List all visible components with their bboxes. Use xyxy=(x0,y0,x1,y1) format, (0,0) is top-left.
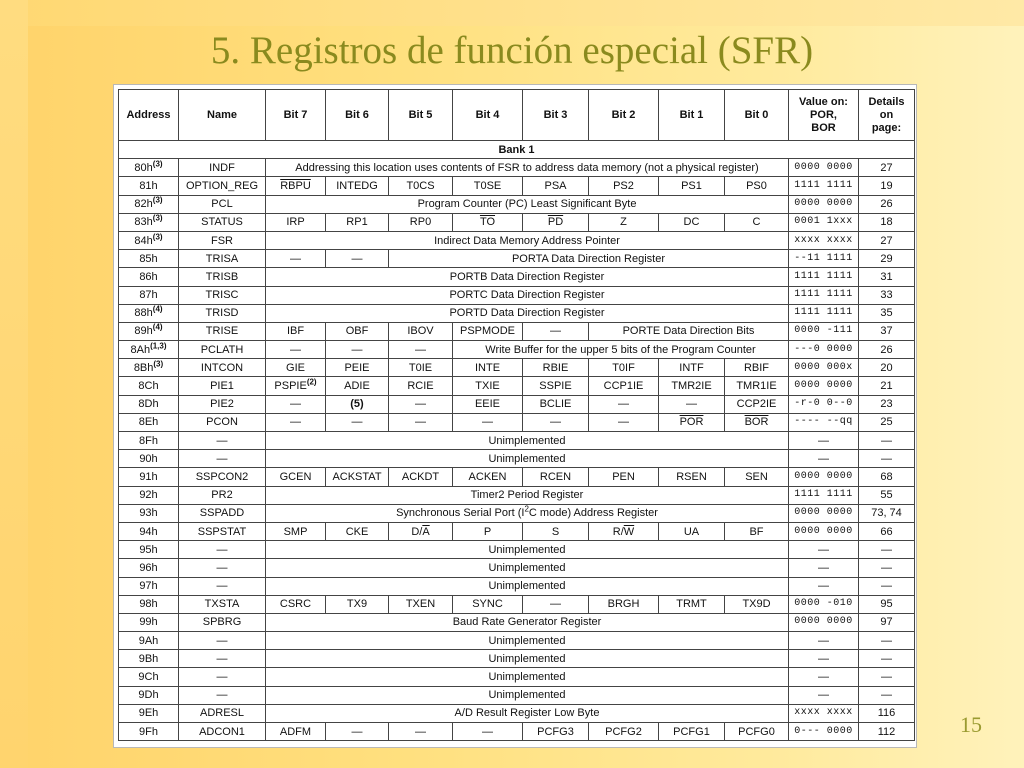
details-page: 20 xyxy=(859,359,915,377)
register-description: A/D Result Register Low Byte xyxy=(266,704,789,722)
register-description: PORTA Data Direction Register xyxy=(389,250,789,268)
bit-cell: — xyxy=(266,413,326,431)
register-address: 95h xyxy=(119,541,179,559)
header-bit2: Bit 2 xyxy=(589,90,659,141)
bit-cell: TXEN xyxy=(389,595,453,613)
header-bit0: Bit 0 xyxy=(725,90,789,141)
table-row xyxy=(119,213,915,231)
por-bor-value: 1111 1111 xyxy=(789,177,859,195)
bit-cell: T0IE xyxy=(389,359,453,377)
register-name: SSPSTAT xyxy=(179,522,266,540)
table-row xyxy=(119,177,915,195)
por-bor-value: 0000 0000 xyxy=(789,613,859,631)
bit-cell: INTF xyxy=(659,359,725,377)
details-page: 31 xyxy=(859,268,915,286)
por-bor-value: 0--- 0000 xyxy=(789,723,859,741)
register-address: 93h xyxy=(119,504,179,522)
bit-cell: CKE xyxy=(326,522,389,540)
register-name: STATUS xyxy=(179,213,266,231)
bit-cell: RCIE xyxy=(389,377,453,395)
table-row xyxy=(119,632,915,650)
por-bor-value: 0000 -111 xyxy=(789,322,859,340)
register-name: SSPCON2 xyxy=(179,468,266,486)
por-bor-value: — xyxy=(789,450,859,468)
por-bor-value: — xyxy=(789,686,859,704)
bit-cell: IRP xyxy=(266,213,326,231)
por-bor-value: — xyxy=(789,432,859,450)
header-address: Address xyxy=(119,90,179,141)
table-row xyxy=(119,559,915,577)
bit-cell: CCP1IE xyxy=(589,377,659,395)
register-address: 9Dh xyxy=(119,686,179,704)
header-name: Name xyxy=(179,90,266,141)
bit-cell: RBIE xyxy=(523,359,589,377)
details-page: 37 xyxy=(859,322,915,340)
register-name: — xyxy=(179,650,266,668)
register-description: Timer2 Period Register xyxy=(266,486,789,504)
table-row xyxy=(119,268,915,286)
register-address: $82h^{(3)}$ xyxy=(119,195,179,213)
register-address: 98h xyxy=(119,595,179,613)
bit-cell: — xyxy=(266,250,326,268)
por-bor-value: -r-0 0--0 xyxy=(789,395,859,413)
bit-cell: SYNC xyxy=(453,595,523,613)
por-bor-value: --11 1111 xyxy=(789,250,859,268)
slide-frame-left xyxy=(0,0,28,768)
bit-cell: RSEN xyxy=(659,468,725,486)
register-description: Addressing this location uses contents of FSR to address data memory (not a physical register) xyxy=(266,159,789,177)
register-address: 99h xyxy=(119,613,179,631)
bit-cell: C xyxy=(725,213,789,231)
details-page: 112 xyxy=(859,723,915,741)
header-bit4: Bit 4 xyxy=(453,90,523,141)
register-address: $80h^{(3)}$ xyxy=(119,159,179,177)
bit-cell: ACKSTAT xyxy=(326,468,389,486)
por-bor-value: — xyxy=(789,668,859,686)
register-address: 92h xyxy=(119,486,179,504)
por-bor-value: ---- --qq xyxy=(789,413,859,431)
register-name: TRISE xyxy=(179,322,266,340)
register-name: ADRESL xyxy=(179,704,266,722)
bit-cell: — xyxy=(266,341,326,359)
por-bor-value: — xyxy=(789,577,859,595)
register-description: Unimplemented xyxy=(266,668,789,686)
register-description: Unimplemented xyxy=(266,432,789,450)
bit-cell: T0CS xyxy=(389,177,453,195)
register-address: 9Eh xyxy=(119,704,179,722)
bit-cell: TRMT xyxy=(659,595,725,613)
bit-cell: — xyxy=(453,413,523,431)
por-bor-value: 0000 0000 xyxy=(789,159,859,177)
por-bor-value: 1111 1111 xyxy=(789,286,859,304)
por-bor-value: — xyxy=(789,650,859,668)
header-bit1: Bit 1 xyxy=(659,90,725,141)
details-page: 95 xyxy=(859,595,915,613)
por-bor-value: 1111 1111 xyxy=(789,268,859,286)
table-row xyxy=(119,541,915,559)
details-page: 27 xyxy=(859,159,915,177)
register-name: PR2 xyxy=(179,486,266,504)
bit-cell: ADIE xyxy=(326,377,389,395)
sfr-register-table xyxy=(118,89,915,741)
bit-cell: RP1 xyxy=(326,213,389,231)
register-address: 94h xyxy=(119,522,179,540)
details-page: — xyxy=(859,432,915,450)
bit-cell: UA xyxy=(659,522,725,540)
bit-cell: — xyxy=(523,413,589,431)
por-bor-value: 0000 -010 xyxy=(789,595,859,613)
bit-cell: ADFM xyxy=(266,723,326,741)
bit-cell: RP0 xyxy=(389,213,453,231)
register-address: 8Ch xyxy=(119,377,179,395)
register-description: Unimplemented xyxy=(266,632,789,650)
details-page: 68 xyxy=(859,468,915,486)
register-name: ADCON1 xyxy=(179,723,266,741)
bit-cell: PCFG2 xyxy=(589,723,659,741)
sfr-table-panel xyxy=(113,84,917,748)
header-bit5: Bit 5 xyxy=(389,90,453,141)
table-row xyxy=(119,723,915,741)
register-address: $84h^{(3)}$ xyxy=(119,231,179,249)
bit-cell: RBPU xyxy=(266,177,326,195)
table-row xyxy=(119,359,915,377)
register-description: Indirect Data Memory Address Pointer xyxy=(266,231,789,249)
por-bor-value: — xyxy=(789,559,859,577)
bit-cell: DC xyxy=(659,213,725,231)
details-page: 19 xyxy=(859,177,915,195)
bit-cell: TMR1IE xyxy=(725,377,789,395)
bit-cell: — xyxy=(659,395,725,413)
bit-cell: S xyxy=(523,522,589,540)
table-row xyxy=(119,650,915,668)
por-bor-value: xxxx xxxx xyxy=(789,704,859,722)
table-row xyxy=(119,613,915,631)
bit-cell: SEN xyxy=(725,468,789,486)
register-address: $83h^{(3)}$ xyxy=(119,213,179,231)
bit-cell: $\overline{TO}$ xyxy=(453,213,523,231)
table-row xyxy=(119,686,915,704)
header-bit3: Bit 3 xyxy=(523,90,589,141)
register-address: 81h xyxy=(119,177,179,195)
table-row xyxy=(119,413,915,431)
register-description: PORTC Data Direction Register xyxy=(266,286,789,304)
bit-cell: — xyxy=(326,250,389,268)
table-row xyxy=(119,577,915,595)
bit-cell: PCFG0 xyxy=(725,723,789,741)
bit-cell: T0SE xyxy=(453,177,523,195)
header-value-por-bor: Value on: POR, BOR xyxy=(789,90,859,141)
table-row xyxy=(119,504,915,522)
register-address: 8Ah$^{(1,3)}$ xyxy=(119,341,179,359)
por-bor-value: 0001 1xxx xyxy=(789,213,859,231)
bit-cell: — xyxy=(389,413,453,431)
register-name: TXSTA xyxy=(179,595,266,613)
bit-cell: EEIE xyxy=(453,395,523,413)
bit-cell: CCP2IE xyxy=(725,395,789,413)
bit-cell: RBIF xyxy=(725,359,789,377)
por-bor-value: xxxx xxxx xyxy=(789,231,859,249)
bit-cell: INTE xyxy=(453,359,523,377)
table-row xyxy=(119,304,915,322)
register-name: — xyxy=(179,541,266,559)
table-row xyxy=(119,486,915,504)
por-bor-value: 0000 0000 xyxy=(789,504,859,522)
register-address: $89h^{(4)}$ xyxy=(119,322,179,340)
register-description: Unimplemented xyxy=(266,650,789,668)
register-address: 97h xyxy=(119,577,179,595)
header-bit7: Bit 7 xyxy=(266,90,326,141)
details-page: 116 xyxy=(859,704,915,722)
register-description: Synchronous Serial Port ($I^2C$ mode) Address Register xyxy=(266,504,789,522)
register-description: Baud Rate Generator Register xyxy=(266,613,789,631)
por-bor-value: — xyxy=(789,541,859,559)
bit-cell: PS1 xyxy=(659,177,725,195)
bit-cell: $\overline{BOR}$ xyxy=(725,413,789,431)
bit-cell: P xyxy=(453,522,523,540)
details-page: 27 xyxy=(859,231,915,249)
bit-cell: PCFG1 xyxy=(659,723,725,741)
register-name: — xyxy=(179,668,266,686)
register-description: Program Counter (PC) Least Significant Byte xyxy=(266,195,789,213)
bit-cell: PSA xyxy=(523,177,589,195)
details-page: 23 xyxy=(859,395,915,413)
register-name: PCL xyxy=(179,195,266,213)
register-address: 90h xyxy=(119,450,179,468)
bit-cell: $D/\overline{A}$ xyxy=(389,522,453,540)
details-page: 33 xyxy=(859,286,915,304)
bit-cell: INTEDG xyxy=(326,177,389,195)
bit-cell: SMP xyxy=(266,522,326,540)
bit-cell: — xyxy=(266,395,326,413)
bit-cell: TMR2IE xyxy=(659,377,725,395)
register-name: — xyxy=(179,632,266,650)
bit-cell: — xyxy=(453,723,523,741)
header-bit6: Bit 6 xyxy=(326,90,389,141)
slide-title: 5. Registros de función especial (SFR) xyxy=(210,29,814,72)
table-row xyxy=(119,595,915,613)
register-address: 86h xyxy=(119,268,179,286)
por-bor-value: ---0 0000 xyxy=(789,341,859,359)
register-address: 8Bh$^{(3)}$ xyxy=(119,359,179,377)
bit-cell: $R/\overline{W}$ xyxy=(589,522,659,540)
register-address: 91h xyxy=(119,468,179,486)
table-row xyxy=(119,250,915,268)
table-row xyxy=(119,195,915,213)
details-page: 35 xyxy=(859,304,915,322)
register-name: PIE2 xyxy=(179,395,266,413)
bit-cell: SSPIE xyxy=(523,377,589,395)
details-page: 97 xyxy=(859,613,915,631)
bit-cell: — xyxy=(326,723,389,741)
register-name: TRISA xyxy=(179,250,266,268)
register-name: — xyxy=(179,577,266,595)
por-bor-value: 0000 0000 xyxy=(789,522,859,540)
bit-cell: TX9D xyxy=(725,595,789,613)
table-header-row xyxy=(119,90,915,141)
register-name: INTCON xyxy=(179,359,266,377)
register-name: PCON xyxy=(179,413,266,431)
table-row xyxy=(119,468,915,486)
bank-label: Bank 1 xyxy=(119,141,915,159)
table-row xyxy=(119,341,915,359)
register-name: INDF xyxy=(179,159,266,177)
por-bor-value: 1111 1111 xyxy=(789,486,859,504)
bit-cell: (5) xyxy=(326,395,389,413)
register-description: PORTD Data Direction Register xyxy=(266,304,789,322)
table-row xyxy=(119,704,915,722)
details-page: 55 xyxy=(859,486,915,504)
table-row xyxy=(119,377,915,395)
table-row xyxy=(119,286,915,304)
register-name: — xyxy=(179,450,266,468)
bit-cell: PS2 xyxy=(589,177,659,195)
table-row xyxy=(119,159,915,177)
details-page: 18 xyxy=(859,213,915,231)
bit-cell: — xyxy=(589,413,659,431)
register-name: FSR xyxy=(179,231,266,249)
por-bor-value: 0000 000x xyxy=(789,359,859,377)
details-page: 25 xyxy=(859,413,915,431)
details-page: 29 xyxy=(859,250,915,268)
register-description: Unimplemented xyxy=(266,450,789,468)
bank-row xyxy=(119,141,915,159)
register-address: 85h xyxy=(119,250,179,268)
register-description: Unimplemented xyxy=(266,541,789,559)
bit-cell: $\overline{PD}$ xyxy=(523,213,589,231)
bit-cell: PSPMODE xyxy=(453,322,523,340)
por-bor-value: 0000 0000 xyxy=(789,195,859,213)
bit-cell: — xyxy=(389,341,453,359)
details-page: 26 xyxy=(859,195,915,213)
register-name: TRISC xyxy=(179,286,266,304)
register-description: Unimplemented xyxy=(266,686,789,704)
register-address: 87h xyxy=(119,286,179,304)
bit-cell: PEIE xyxy=(326,359,389,377)
bit-cell: TXIE xyxy=(453,377,523,395)
register-address: 9Ah xyxy=(119,632,179,650)
bit-cell: PSPIE$^{(2)}$ xyxy=(266,377,326,395)
bit-cell: TX9 xyxy=(326,595,389,613)
register-description: PORTB Data Direction Register xyxy=(266,268,789,286)
register-address: 9Ch xyxy=(119,668,179,686)
bit-cell: — xyxy=(326,413,389,431)
details-page: 66 xyxy=(859,522,915,540)
bit-cell: GIE xyxy=(266,359,326,377)
details-page: — xyxy=(859,450,915,468)
register-name: OPTION_REG xyxy=(179,177,266,195)
bit-cell: BF xyxy=(725,522,789,540)
bit-cell: BCLIE xyxy=(523,395,589,413)
bit-cell: CSRC xyxy=(266,595,326,613)
bit-cell: — xyxy=(326,341,389,359)
bit-cell: RCEN xyxy=(523,468,589,486)
table-row xyxy=(119,432,915,450)
register-name: SPBRG xyxy=(179,613,266,631)
bit-cell: — xyxy=(589,395,659,413)
register-address: 9Bh xyxy=(119,650,179,668)
register-address: 8Eh xyxy=(119,413,179,431)
register-name: PIE1 xyxy=(179,377,266,395)
register-address: 96h xyxy=(119,559,179,577)
register-description: Unimplemented xyxy=(266,577,789,595)
bit-cell: GCEN xyxy=(266,468,326,486)
details-page: 73, 74 xyxy=(859,504,915,522)
table-row xyxy=(119,450,915,468)
slide-frame-top xyxy=(0,0,1024,26)
bit-cell: PCFG3 xyxy=(523,723,589,741)
register-name: PCLATH xyxy=(179,341,266,359)
details-page: — xyxy=(859,559,915,577)
details-page: — xyxy=(859,541,915,559)
bit-cell: ACKDT xyxy=(389,468,453,486)
por-bor-value: — xyxy=(789,632,859,650)
bit-cell: OBF xyxy=(326,322,389,340)
details-page: 26 xyxy=(859,341,915,359)
table-row xyxy=(119,522,915,540)
register-address: 8Fh xyxy=(119,432,179,450)
details-page: — xyxy=(859,632,915,650)
register-name: — xyxy=(179,686,266,704)
page-number: 15 xyxy=(960,712,982,737)
register-name: — xyxy=(179,559,266,577)
bit-cell: BRGH xyxy=(589,595,659,613)
details-page: — xyxy=(859,668,915,686)
table-row xyxy=(119,668,915,686)
details-page: — xyxy=(859,686,915,704)
bit-cell: PEN xyxy=(589,468,659,486)
register-address: 8Dh xyxy=(119,395,179,413)
register-address: 9Fh xyxy=(119,723,179,741)
register-name: SSPADD xyxy=(179,504,266,522)
por-bor-value: 0000 0000 xyxy=(789,377,859,395)
details-page: 21 xyxy=(859,377,915,395)
register-name: — xyxy=(179,432,266,450)
bit-cell: PS0 xyxy=(725,177,789,195)
details-page: — xyxy=(859,650,915,668)
bit-cell: IBF xyxy=(266,322,326,340)
register-description: PORTE Data Direction Bits xyxy=(589,322,789,340)
por-bor-value: 0000 0000 xyxy=(789,468,859,486)
register-name: TRISB xyxy=(179,268,266,286)
por-bor-value: 1111 1111 xyxy=(789,304,859,322)
bit-cell: Z xyxy=(589,213,659,231)
register-name: TRISD xyxy=(179,304,266,322)
bit-cell: IBOV xyxy=(389,322,453,340)
register-description: Write Buffer for the upper 5 bits of the Program Counter xyxy=(453,341,789,359)
bit-cell: T0IF xyxy=(589,359,659,377)
table-row xyxy=(119,322,915,340)
register-address: $88h^{(4)}$ xyxy=(119,304,179,322)
details-page: — xyxy=(859,577,915,595)
table-row xyxy=(119,231,915,249)
bit-cell: $\overline{POR}$ xyxy=(659,413,725,431)
register-description: Unimplemented xyxy=(266,559,789,577)
bit-cell: — xyxy=(523,595,589,613)
bit-cell: — xyxy=(523,322,589,340)
bit-cell: — xyxy=(389,723,453,741)
header-details-page: Details on page: xyxy=(859,90,915,141)
bit-cell: ACKEN xyxy=(453,468,523,486)
table-row xyxy=(119,395,915,413)
bit-cell: — xyxy=(389,395,453,413)
